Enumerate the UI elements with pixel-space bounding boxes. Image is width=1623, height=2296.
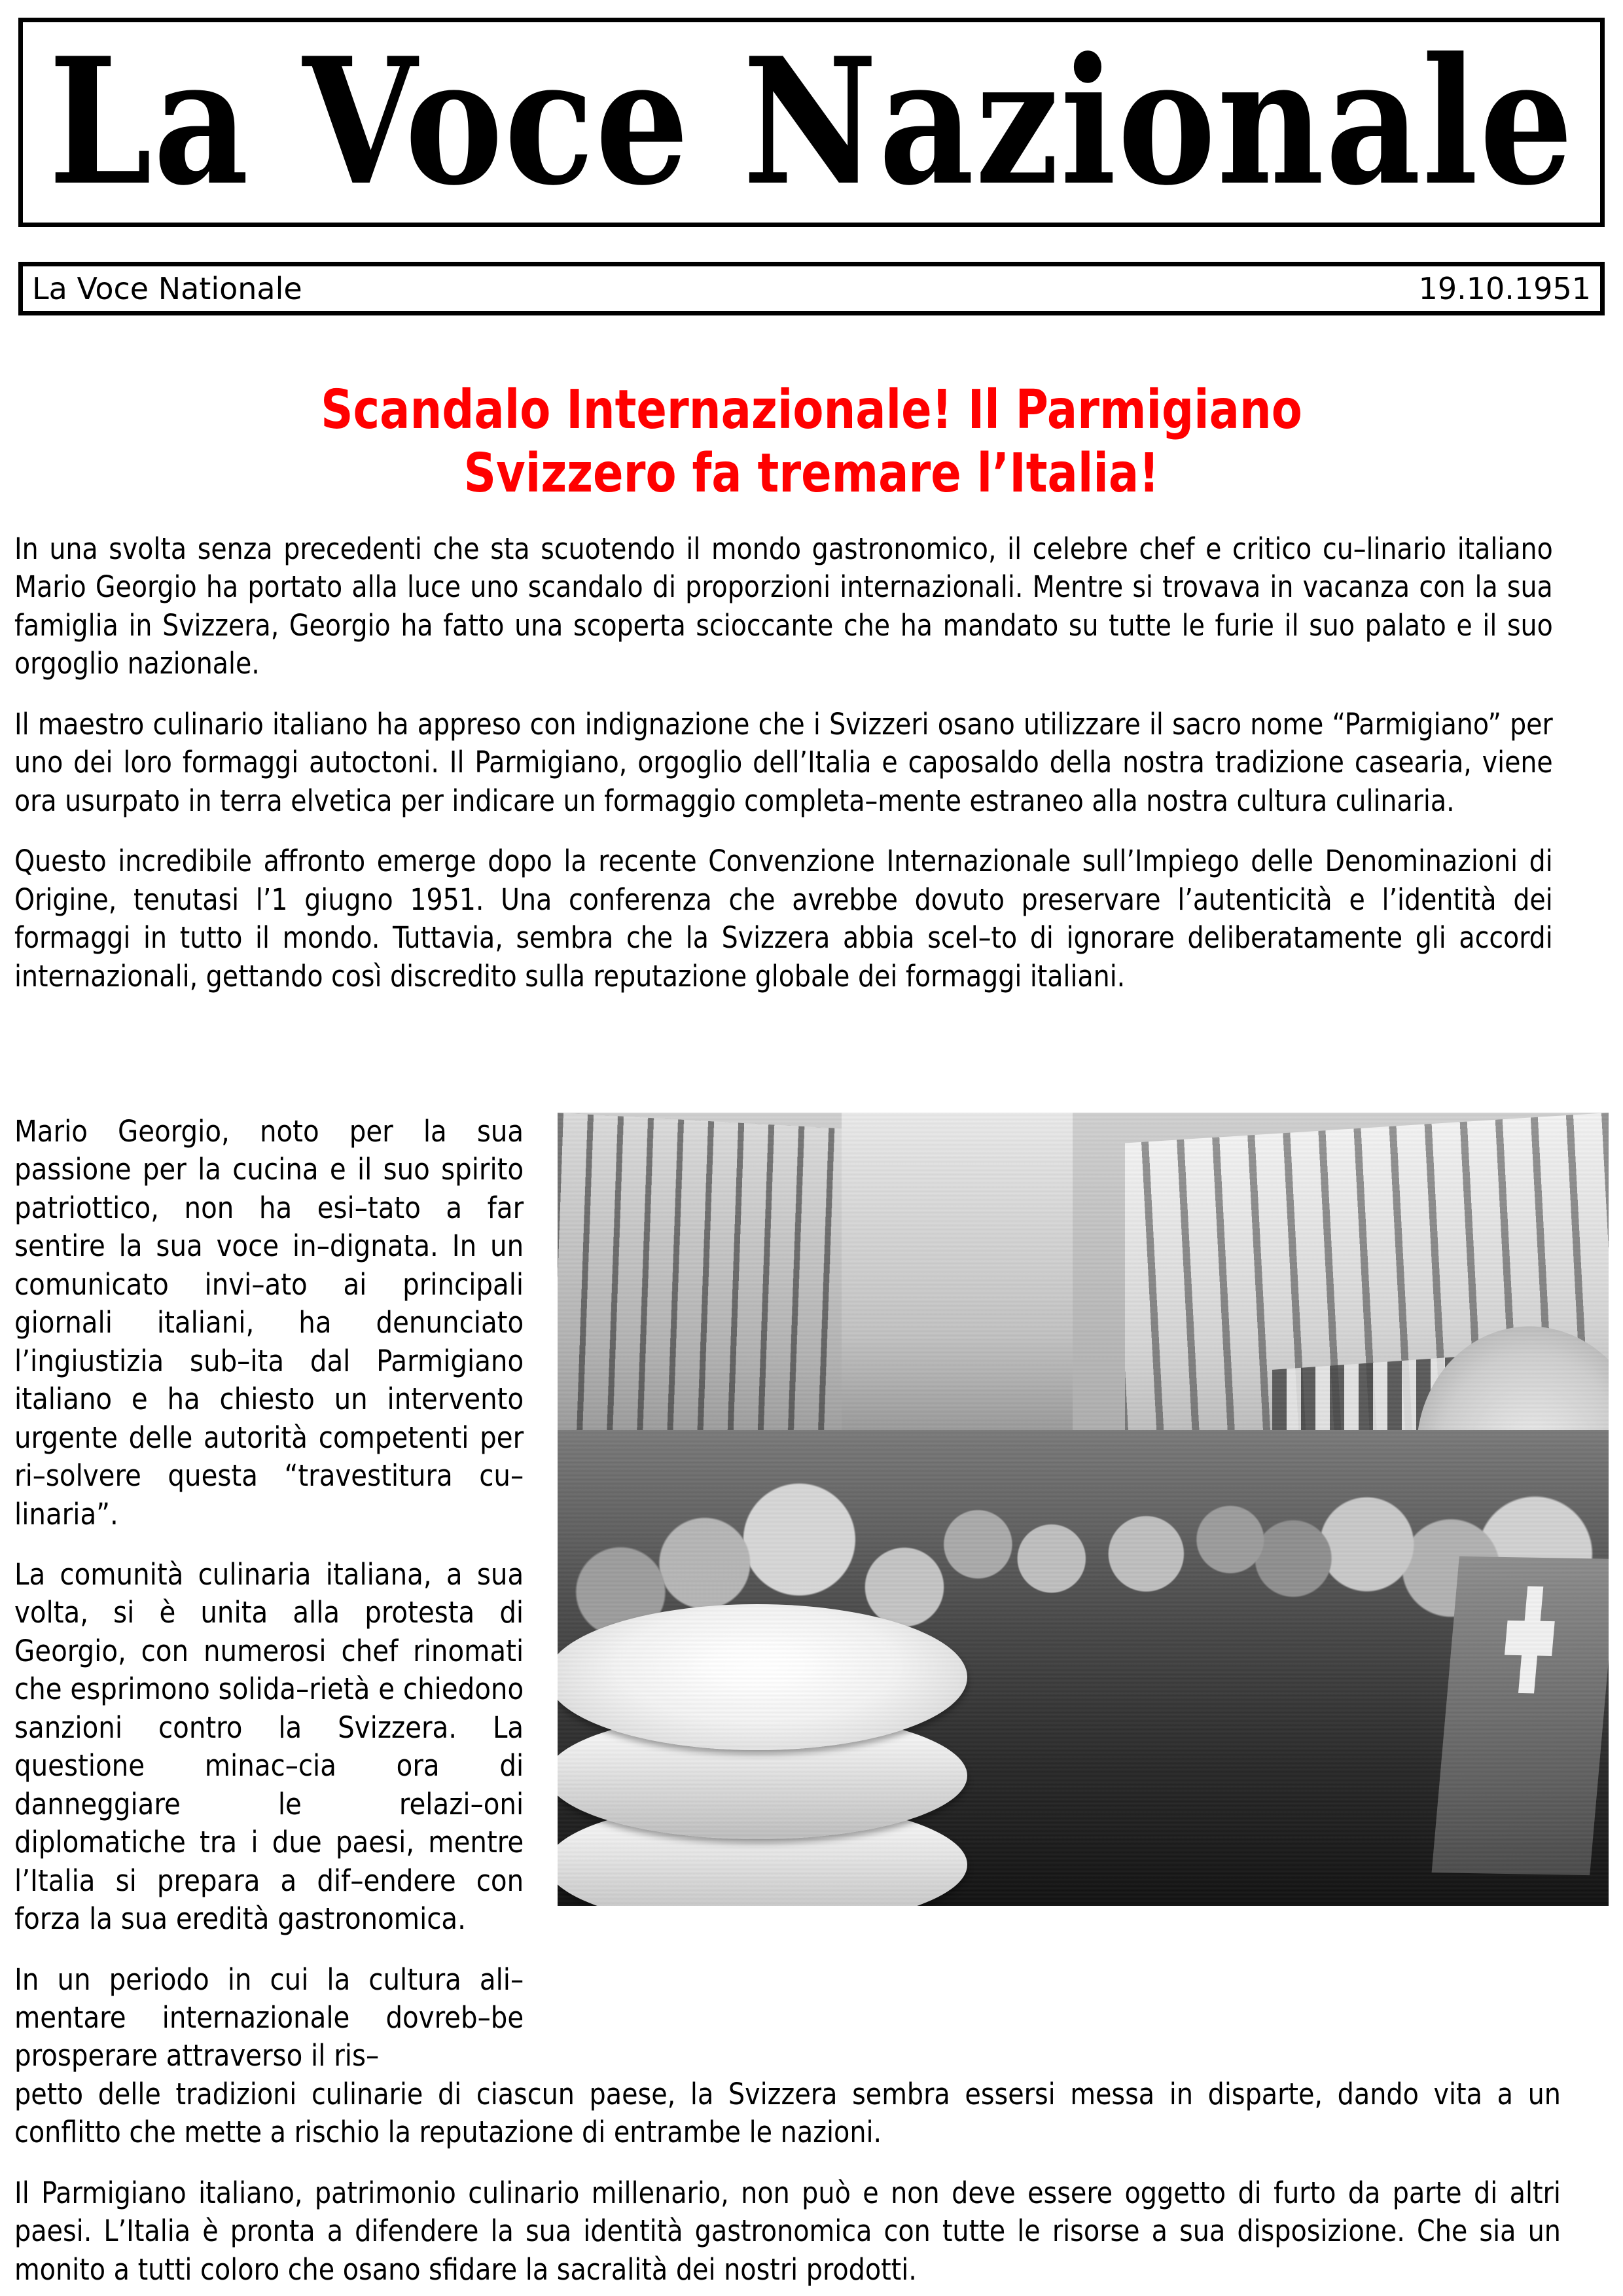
paragraph: Il maestro culinario italiano ha appreso con indignazione che i Svizzeri osano utilizzare il sacro nome “Parmigiano” per uno dei loro formaggi autoctoni. Il Parmigiano, orgoglio dell’Italia e caposaldo della nostra tradizione casearia, viene ora usurpato in terra elvetica per indicare un formaggio completa–mente estraneo alla nostra cultura culinaria.: [14, 706, 1553, 818]
paragraph: La comunità culinaria italiana, a sua volta, si è unita alla protesta di Georgio, con numerosi chef rinomati che esprimono solida–rietà e chiedono sanzioni contro la Svizzera. La questione minac–cia ora di danneggiare le relazi–oni diplomatiche tra i due paesi, mentre l’Italia si prepara a dif–endere con forza la sua eredità gastronomica.: [14, 1556, 524, 1937]
paragraph: Questo incredibile affronto emerge dopo la recente Convenzione Internazionale sull’Impiego delle Denominazioni di Origine, tenutasi l’1 giugno 1951. Una conferenza che avrebbe dovuto preservare l’autenticità e l’identità dei formaggi in tutto il mondo. Tuttavia, sembra che la Svizzera abbia scel–to di ignorare deliberatamente gli accordi internazionali, gettando così discredito sulla reputazione globale dei formaggi italiani.: [14, 844, 1553, 994]
photo-cheese-wheels: [558, 1604, 967, 1906]
paragraph: petto delle tradizioni culinarie di ciascun paese, la Svizzera sembra essersi messa in disparte, dando vita a un conflitto che mette a rischio la reputazione di entrambe le nazioni.: [14, 2076, 1561, 2150]
publication-name: La Voce Nationale: [32, 271, 302, 306]
photo-building-center: [842, 1113, 1073, 1430]
date-bar: [18, 262, 1605, 315]
right-column: [14, 2075, 1609, 2289]
paragraph: In un periodo in cui la cultura ali–mentare internazionale dovreb–be prosperare attraverso il ris–: [14, 1962, 524, 2073]
issue-date: 19.10.1951: [1418, 271, 1591, 306]
page-headline: [130, 379, 1493, 506]
paragraph: Mario Georgio, noto per la sua passione per la cucina e il suo spirito patriottico, non ha esi–tato a far sentire la sua voce in–dignata. In un comunicato invi–ato ai principali giornali italiani, ha denunciato l’ingiustizia sub–ita dal Parmigiano italiano e ha chiesto un intervento urgente delle autorità competenti per ri–solvere questa “travestitura cu–linaria”.: [14, 1114, 524, 1532]
swiss-flag: [1432, 1556, 1609, 1875]
lower-content-area: [14, 1113, 1609, 2287]
cheese-wheel-top: [558, 1604, 967, 1750]
headline-line-1: Scandalo Internazionale! Il Parmigiano: [321, 378, 1302, 441]
masthead: [18, 18, 1605, 227]
left-column: [14, 1113, 531, 2075]
lead-paragraphs: [14, 530, 1609, 996]
paragraph: In una svolta senza precedenti che sta scuotendo il mondo gastronomico, il celebre chef e critico cu–linario italiano Mario Georgio ha portato alla luce uno scandalo di proporzioni internazionali. Mentre si trovava in vacanza con la sua famiglia in Svizzera, Georgio ha fatto una scoperta scioccante che ha mandato su tutte le furie il suo palato e il suo orgoglio nazionale.: [14, 531, 1553, 681]
masthead-title: La Voce Nazionale: [48, 20, 1575, 224]
article-photo: [558, 1113, 1609, 1906]
headline-line-2: Svizzero fa tremare l’Italia!: [463, 442, 1160, 505]
paragraph: Il Parmigiano italiano, patrimonio culinario millenario, non può e non deve essere oggetto di furto da parte di altri paesi. L’Italia è pronta a difendere la sua identità gastronomica con tutte le risorse a sua disposizione. Che sia un monito a tutti coloro che osano sfidare la sacralità dei nostri prodotti.: [14, 2175, 1561, 2287]
